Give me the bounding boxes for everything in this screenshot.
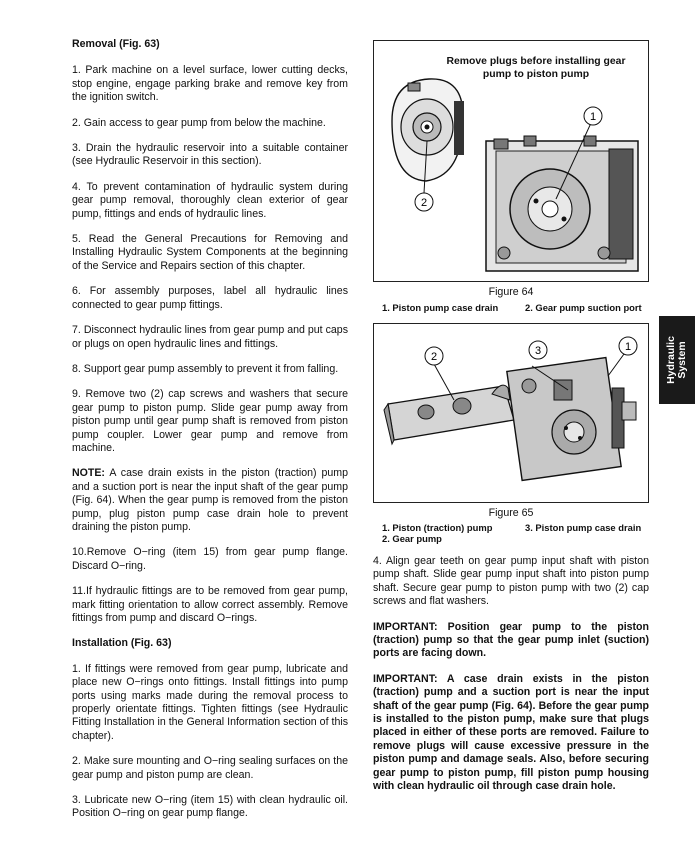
- figure-64-illustration: [374, 41, 650, 281]
- left-column: [72, 38, 348, 821]
- section-tab-line-1: Hydraulic: [665, 336, 677, 384]
- figure-64-marker-1-label: 1: [589, 111, 597, 123]
- removal-step: 6. For assembly purposes, label all hydraulic lines connected to gear pump fittings.: [72, 285, 348, 311]
- removal-step: 4. To prevent contamination of hydraulic system during gear pump removal, thoroughly clean exterior of gear pump, fittings and ends of hydraulic lines.: [72, 180, 348, 220]
- figure-65-label: Figure 65: [488, 507, 534, 519]
- gear-pump-flange-drawing: [392, 79, 464, 193]
- figure-65-caption-2: 2. Gear pump: [382, 533, 442, 544]
- figure-64-caption-2: 2. Gear pump suction port: [525, 302, 642, 313]
- figure-64: [373, 40, 649, 282]
- note-label: NOTE:: [72, 467, 105, 480]
- figure-65-illustration: [374, 324, 650, 502]
- figure-64-label: Figure 64: [488, 286, 534, 298]
- install-step: 2. Make sure mounting and O−ring sealing surfaces on the gear pump and piston pump are clean.: [72, 755, 348, 781]
- removal-step: 5. Read the General Precautions for Removing and Installing Hydraulic System Components at the beginning of the Service and Repairs section of this chapter.: [72, 233, 348, 272]
- figure-64-marker-2-label: 2: [420, 197, 428, 209]
- removal-heading: Removal (Fig. 63): [72, 38, 160, 50]
- figure-65-caption: [373, 522, 649, 544]
- note-text: A case drain exists in the piston (traction) pump and a suction port is near the input shaft of the gear pump (Fig. 64). When the gear pump is removed from the piston pump, plug piston pump case drain hole to prevent draining the piston pump.: [72, 467, 348, 533]
- removal-step: 9. Remove two (2) cap screws and washers that secure gear pump to piston pump. Slide gear pump away from piston pump until gear pump shaft is removed from piston pump coupler. Lower gear pump and remove from machine.: [72, 388, 348, 454]
- install-step: 3. Lubricate new O−ring (item 15) with clean hydraulic oil. Position O−ring on gear pump flange.: [72, 794, 348, 820]
- removal-step: 7. Disconnect hydraulic lines from gear pump and put caps or plugs on open hydraulic lines and fittings.: [72, 324, 348, 350]
- install-step-4: 4. Align gear teeth on gear pump input shaft with piston pump shaft. Slide gear pump input shaft into piston pump shaft. Secure gear pump to piston pump with two (2) cap screws and flat washers.: [373, 555, 649, 608]
- important-1: IMPORTANT: Position gear pump to the piston (traction) pump so that the gear pump inlet (suction) ports are facing down.: [373, 620, 649, 660]
- figure-65-caption-1: 1. Piston (traction) pump: [382, 522, 493, 533]
- right-column: [373, 40, 649, 794]
- removal-step: 3. Drain the hydraulic reservoir into a suitable container (see Hydraulic Reservoir in this section).: [72, 142, 348, 168]
- section-tab-line-2: System: [676, 341, 688, 379]
- figure-65: [373, 323, 649, 503]
- pump-assembly-drawing: [384, 354, 636, 480]
- removal-step: 10.Remove O−ring (item 15) from gear pump flange. Discard O−ring.: [72, 546, 348, 572]
- figure-65-caption-3: 3. Piston pump case drain: [525, 522, 642, 533]
- section-tab-label: [666, 336, 688, 384]
- install-heading: Installation (Fig. 63): [72, 637, 172, 650]
- figure-64-callout: Remove plugs before installing gear pump to piston pump: [446, 56, 626, 80]
- figure-65-marker-1-label: 1: [624, 341, 632, 353]
- removal-step: 11.If hydraulic fittings are to be removed from gear pump, mark fitting orientation to allow correct assembly. Remove fittings from pump and discard O−rings.: [72, 585, 348, 624]
- figure-65-marker-2-label: 2: [430, 351, 438, 363]
- piston-pump-drawing: [486, 123, 638, 271]
- removal-step: 8. Support gear pump assembly to prevent it from falling.: [72, 362, 339, 375]
- note-paragraph: [72, 467, 348, 534]
- install-step: 1. If fittings were removed from gear pump, lubricate and place new O−rings onto fittings. Install fittings into pump ports using marks made during the removal process to properly orientate fittings. Tighten fittings (see Hydraulic Fitting Installation in the General Information section of this chapter).: [72, 662, 348, 742]
- removal-step: 1. Park machine on a level surface, lower cutting decks, stop engine, engage parking brake and remove key from the ignition switch.: [72, 64, 348, 104]
- figure-65-marker-3-label: 3: [534, 345, 542, 357]
- removal-step: 2. Gain access to gear pump from below the machine.: [72, 116, 326, 129]
- figure-64-caption-1: 1. Piston pump case drain: [382, 302, 499, 313]
- figure-64-caption: [373, 302, 649, 313]
- section-tab: [659, 316, 695, 404]
- important-2: IMPORTANT: A case drain exists in the piston (traction) pump and a suction port is near the input shaft of the gear pump (Fig. 64). Before the gear pump is installed to the piston pump, make sure that plugs placed in either of these ports are removed. Failure to remove plugs will cause excessive pressure in the piston pump and damage seals. Also, before securing gear pump to piston pump, fill piston pump housing with clean hydraulic oil through case drain hole.: [373, 672, 649, 793]
